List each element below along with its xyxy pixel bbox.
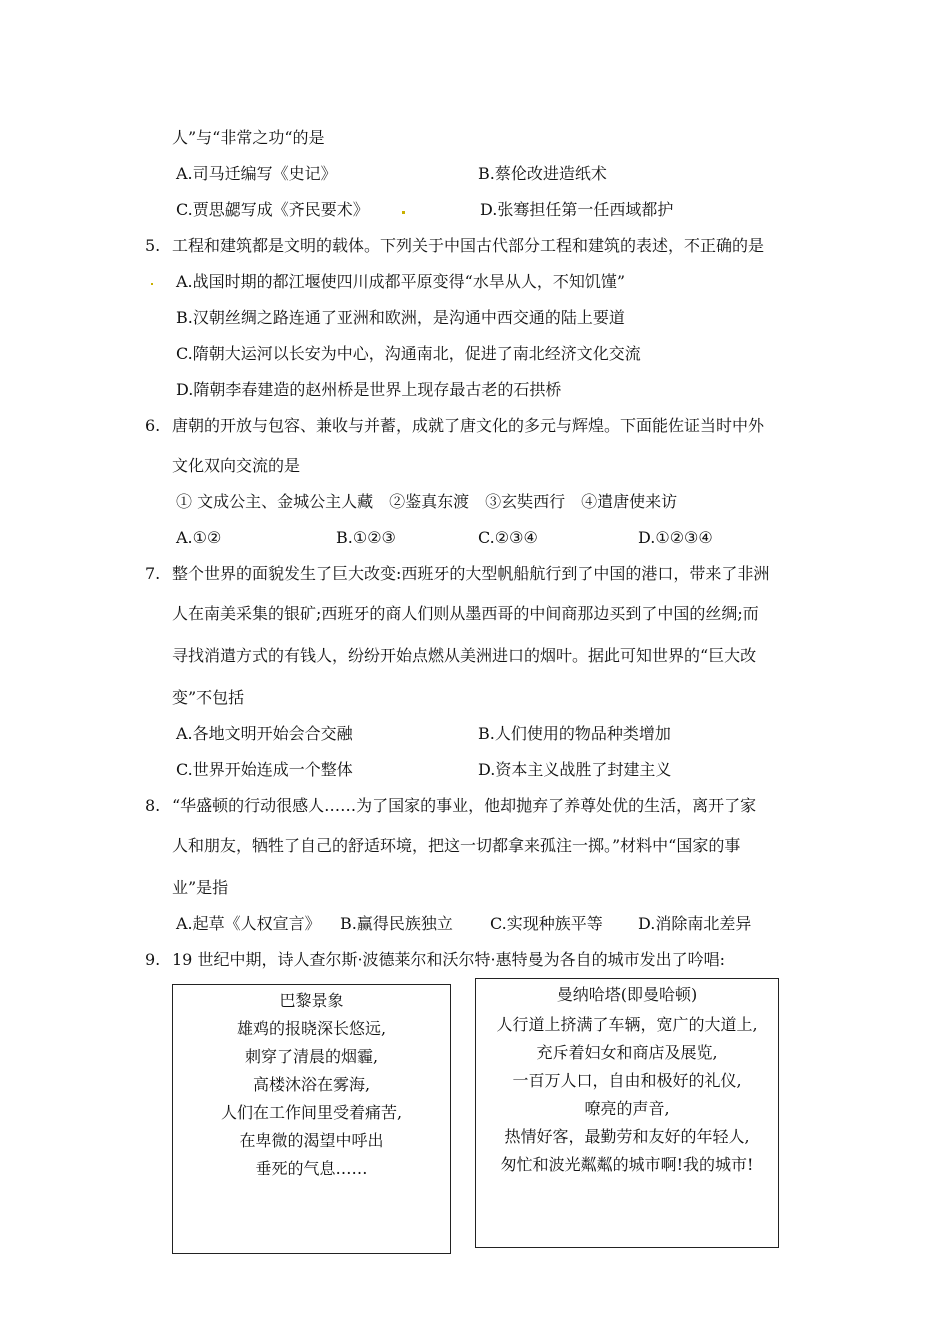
q7-option-d[interactable]: D.资本主义战胜了封建主义 xyxy=(478,760,672,779)
q5-option-b[interactable]: B.汉朝丝绸之路连通了亚洲和欧洲，是沟通中西交通的陆上要道 xyxy=(176,308,625,327)
q8-option-d[interactable]: D.消除南北差异 xyxy=(638,914,752,933)
poem-line: 热情好客，最勤劳和友好的年轻人, xyxy=(504,1127,750,1146)
q4-stem-tail: 人”与“非常之功“的是 xyxy=(172,128,325,147)
poem-line: 嘹亮的声音, xyxy=(584,1099,670,1118)
q8-number: 8. xyxy=(145,796,161,815)
q8-option-b[interactable]: B.赢得民族独立 xyxy=(340,914,453,933)
speck-mark xyxy=(402,211,405,214)
q7-stem-line4: 变”不包括 xyxy=(172,688,245,707)
q4-option-a[interactable]: A.司马迁编写《史记》 xyxy=(176,164,337,183)
poem-line: 雄鸡的报晓深长悠远, xyxy=(236,1019,387,1038)
poem-line: 人行道上挤满了车辆，宽广的大道上, xyxy=(496,1015,758,1034)
poem-box-manhattan xyxy=(475,978,779,1248)
q6-option-d[interactable]: D.①②③④ xyxy=(638,528,713,547)
q5-number: 5. xyxy=(145,236,161,255)
q7-option-a[interactable]: A.各地文明开始会合交融 xyxy=(176,724,353,743)
poem-line: 人们在工作间里受着痛苦, xyxy=(220,1103,403,1122)
poem-line: 高楼沐浴在雾海, xyxy=(252,1075,371,1094)
q7-stem-line2: 人在南美采集的银矿;西班牙的商人们则从墨西哥的中间商那边买到了中国的丝绸;而 xyxy=(172,604,759,623)
q8-stem-line1: “华盛顿的行动很感人……为了国家的事业，他却抛弃了养尊处优的生活，离开了家 xyxy=(172,796,757,815)
q6-stem-line2: 文化双向交流的是 xyxy=(172,456,301,475)
poem-box-paris xyxy=(172,984,451,1254)
poem-title-paris: 巴黎景象 xyxy=(279,991,344,1010)
poem-line: 一百万人口，自由和极好的礼仪, xyxy=(512,1071,742,1090)
q9-stem: 19 世纪中期，诗人查尔斯·波德莱尔和沃尔特·惠特曼为各自的城市发出了吟唱: xyxy=(172,950,726,969)
q8-stem-line2: 人和朋友，牺牲了自己的舒适环境，把这一切都拿来孤注一掷。”材料中“国家的事 xyxy=(172,836,741,855)
poem-line: 在卑微的渴望中呼出 xyxy=(239,1131,384,1150)
poem-title-manhattan: 曼纳哈塔(即曼哈顿) xyxy=(556,985,698,1004)
q6-number: 6. xyxy=(145,416,161,435)
q7-option-c[interactable]: C.世界开始连成一个整体 xyxy=(176,760,353,779)
q6-option-b[interactable]: B.①②③ xyxy=(336,528,396,547)
poem-line: 刺穿了清晨的烟霾, xyxy=(244,1047,379,1066)
q8-option-a[interactable]: A.起草《人权宣言》 xyxy=(176,914,321,933)
speck-mark xyxy=(151,283,153,285)
q6-option-c[interactable]: C.②③④ xyxy=(478,528,538,547)
q7-stem-line3: 寻找消遣方式的有钱人，纷纷开始点燃从美洲进口的烟叶。据此可知世界的“巨大改 xyxy=(172,646,757,665)
q4-option-c[interactable]: C.贾思勰写成《齐民要术》 xyxy=(176,200,369,219)
poem-line: 匆忙和波光粼粼的城市啊!我的城市! xyxy=(500,1155,754,1174)
q6-stem-line1: 唐朝的开放与包容、兼收与并蓄，成就了唐文化的多元与辉煌。下面能佐证当时中外 xyxy=(172,416,765,435)
q8-option-c[interactable]: C.实现种族平等 xyxy=(490,914,603,933)
q9-number: 9. xyxy=(145,950,161,969)
q5-option-c[interactable]: C.隋朝大运河以长安为中心，沟通南北，促进了南北经济文化交流 xyxy=(176,344,641,363)
q6-items: ① 文成公主、金城公主人藏 ②鉴真东渡 ③玄奘西行 ④遣唐使来访 xyxy=(176,492,678,511)
q7-option-b[interactable]: B.人们使用的物品种类增加 xyxy=(478,724,671,743)
q7-number: 7. xyxy=(145,564,161,583)
poem-line: 充斥着妇女和商店及展览, xyxy=(536,1043,718,1062)
poem-line: 垂死的气息…… xyxy=(255,1159,368,1178)
q6-option-a[interactable]: A.①② xyxy=(176,528,222,547)
q8-stem-line3: 业”是指 xyxy=(172,878,229,897)
q7-stem-line1: 整个世界的面貌发生了巨大改变:西班牙的大型帆船航行到了中国的港口，带来了非洲 xyxy=(172,564,770,583)
q5-option-a[interactable]: A.战国时期的都江堰使四川成都平原变得“水旱从人，不知饥馑” xyxy=(176,272,626,291)
q5-stem: 工程和建筑都是文明的载体。下列关于中国古代部分工程和建筑的表述，不正确的是 xyxy=(172,236,765,255)
q4-option-d[interactable]: D.张骞担任第一任西域都护 xyxy=(480,200,674,219)
q5-option-d[interactable]: D.隋朝李春建造的赵州桥是世界上现存最古老的石拱桥 xyxy=(176,380,562,399)
q4-option-b[interactable]: B.蔡伦改进造纸术 xyxy=(478,164,607,183)
